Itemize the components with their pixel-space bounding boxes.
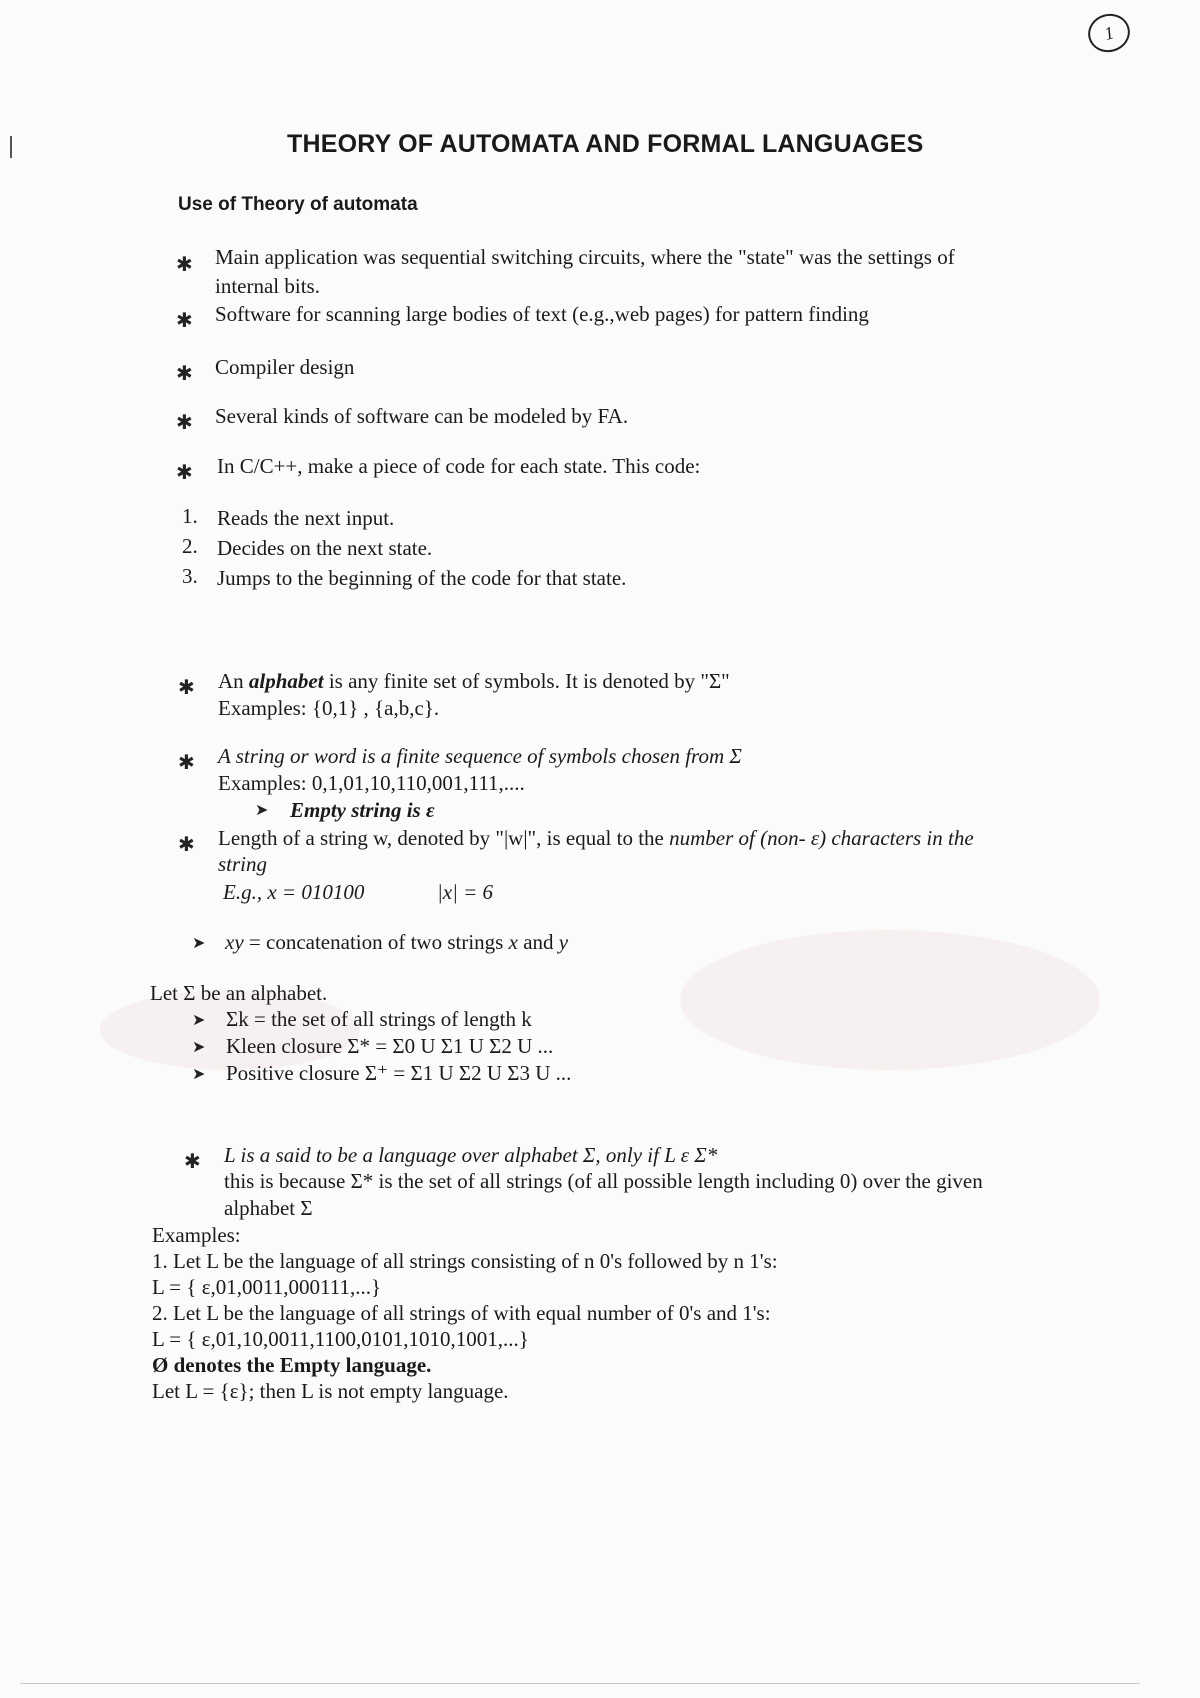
- star-bullet-icon: ✱: [184, 1151, 201, 1173]
- use-item: Main application was sequential switching circuits, where the "state" was the settings of: [215, 245, 955, 269]
- alphabet-examples: Examples: {0,1} , {a,b,c}.: [218, 696, 440, 720]
- language-definition-continued: alphabet Σ: [224, 1196, 313, 1220]
- alphabet-term: alphabet: [248, 669, 324, 693]
- scan-bottom-edge: [20, 1683, 1140, 1684]
- length-example-result: |x| = 6: [437, 880, 494, 904]
- star-bullet-icon: ✱: [176, 412, 193, 434]
- use-item: Software for scanning large bodies of text (e.g.,web pages) for pattern finding: [215, 302, 869, 326]
- step-number: 2.: [182, 534, 198, 558]
- arrow-bullet-icon: ➤: [192, 1039, 206, 1056]
- last-line: Let L = {ε}; then L is not empty language.: [152, 1379, 509, 1403]
- arrow-bullet-icon: ➤: [192, 1012, 206, 1029]
- language-definition: L is a said to be a language over alphabet Σ, only if L ε Σ*: [224, 1143, 718, 1167]
- empty-language-note: Ø denotes the Empty language.: [152, 1353, 432, 1377]
- length-definition: Length of a string w, denoted by "|w|", is equal to the number of (non- ε) characters in the: [218, 826, 974, 850]
- string-examples: Examples: 0,1,01,10,110,001,111,....: [218, 771, 525, 795]
- step-item: Reads the next input.: [217, 506, 395, 530]
- example-item: 1. Let L be the language of all strings consisting of n 0's followed by n 1's:: [152, 1249, 778, 1273]
- paper-smudge: [680, 930, 1100, 1070]
- length-example: E.g., x = 010100: [223, 880, 365, 904]
- step-number: 1.: [182, 504, 198, 528]
- use-item-continued: internal bits.: [215, 274, 320, 298]
- star-bullet-icon: ✱: [176, 363, 193, 385]
- step-number: 3.: [182, 564, 198, 588]
- string-definition: A string or word is a finite sequence of symbols chosen from Σ: [218, 744, 742, 768]
- empty-string-note: Empty string is ε: [290, 798, 435, 822]
- let-sigma: Let Σ be an alphabet.: [150, 981, 328, 1005]
- examples-label: Examples:: [152, 1223, 241, 1247]
- use-item: Compiler design: [215, 355, 355, 379]
- alphabet-definition: An alphabet is any finite set of symbols. It is denoted by "Σ": [218, 669, 730, 693]
- scan-edge-mark: [10, 136, 12, 158]
- page-title: THEORY OF AUTOMATA AND FORMAL LANGUAGES: [287, 130, 924, 158]
- use-item: Several kinds of software can be modeled by FA.: [215, 404, 629, 428]
- sigma-item: Kleen closure Σ* = Σ0 U Σ1 U Σ2 U ...: [226, 1034, 554, 1058]
- star-bullet-icon: ✱: [176, 254, 193, 276]
- star-bullet-icon: ✱: [178, 834, 195, 856]
- star-bullet-icon: ✱: [178, 677, 195, 699]
- arrow-bullet-icon: ➤: [192, 935, 206, 952]
- star-bullet-icon: ✱: [176, 462, 193, 484]
- example-item: L = { ε,01,10,0011,1100,0101,1010,1001,...}: [152, 1327, 529, 1351]
- star-bullet-icon: ✱: [176, 310, 193, 332]
- step-item: Jumps to the beginning of the code for that state.: [217, 566, 627, 590]
- language-definition-continued: this is because Σ* is the set of all strings (of all possible length including 0) over the given: [224, 1169, 983, 1193]
- example-item: 2. Let L be the language of all strings of with equal number of 0's and 1's:: [152, 1301, 771, 1325]
- arrow-bullet-icon: ➤: [192, 1066, 206, 1083]
- use-item: In C/C++, make a piece of code for each state. This code:: [217, 454, 701, 478]
- section-subtitle: Use of Theory of automata: [178, 194, 418, 215]
- star-bullet-icon: ✱: [178, 752, 195, 774]
- length-definition-continued: string: [218, 852, 268, 876]
- sigma-item: Positive closure Σ⁺ = Σ1 U Σ2 U Σ3 U ...: [226, 1061, 572, 1085]
- step-item: Decides on the next state.: [217, 536, 433, 560]
- arrow-bullet-icon: ➤: [255, 802, 269, 819]
- example-item: L = { ε,01,0011,000111,...}: [152, 1275, 382, 1299]
- sigma-item: Σk = the set of all strings of length k: [226, 1007, 532, 1031]
- page-number: 1: [1084, 9, 1134, 57]
- concatenation-note: xy = concatenation of two strings x and y: [225, 930, 569, 954]
